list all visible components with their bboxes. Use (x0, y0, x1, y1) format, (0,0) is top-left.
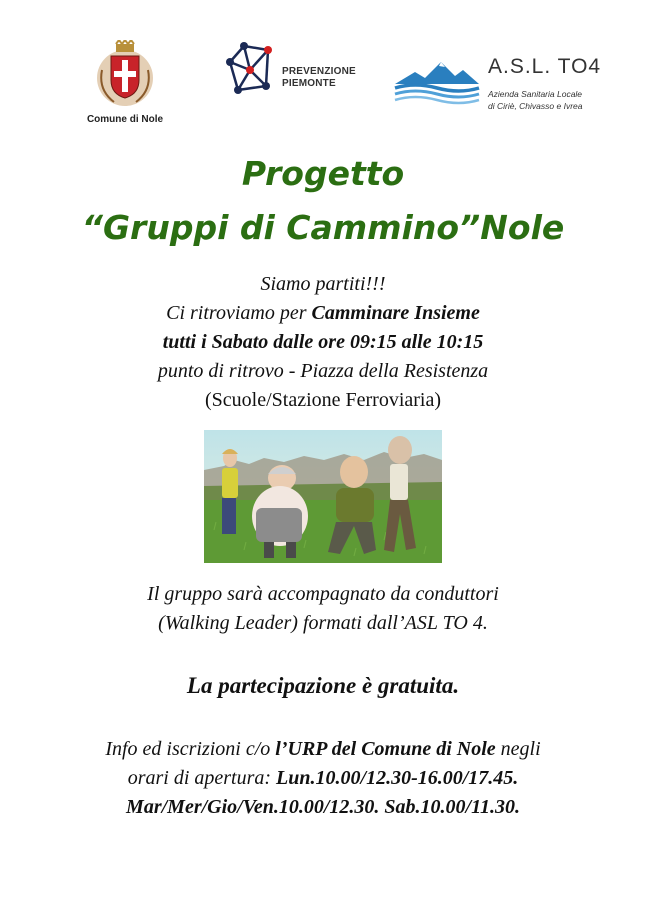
comune-caption: Comune di Nole (86, 114, 164, 125)
leaders-line2: (Walking Leader) formati dall’ASL TO 4. (158, 612, 488, 634)
prevenzione-piemonte-logo (220, 40, 370, 100)
asl-subtitle (488, 88, 582, 112)
comune-crest-icon (94, 40, 156, 110)
info-text (0, 735, 646, 822)
prevenzione-text (282, 66, 356, 90)
asl-to4-logo (393, 50, 623, 120)
info-line1-post: negli (495, 738, 541, 760)
network-icon (220, 40, 280, 100)
intro-line2-bold: Camminare Insieme (311, 302, 480, 324)
header-logos (0, 0, 646, 140)
info-line2-pre: orari di apertura: (127, 767, 277, 789)
leaders-text (0, 580, 646, 638)
free-participation: La partecipazione è gratuita. (186, 673, 460, 698)
prevenzione-line2: PIEMONTE (282, 78, 336, 89)
leaders-line1: Il gruppo sarà accompagnato da conduttori (147, 583, 499, 605)
intro-line2 (0, 299, 646, 328)
walkers-cartoon-icon (204, 430, 442, 563)
comune-logo (80, 40, 170, 125)
info-line2-bold: Lun.10.00/12.30-16.00/17.45. (276, 767, 519, 789)
walking-group-illustration (204, 430, 442, 563)
mountains-waves-icon (393, 56, 483, 106)
info-line3: Mar/Mer/Gio/Ven.10.00/12.30. Sab.10.00/11.30. (126, 796, 520, 818)
info-line1 (0, 735, 646, 764)
asl-sub-line2: di Ciriè, Chivasso e Ivrea (488, 101, 583, 111)
intro-line5: (Scuole/Stazione Ferroviaria) (204, 389, 442, 411)
asl-title: A.S.L. TO4 (488, 55, 602, 78)
prevenzione-line1: PREVENZIONE (282, 66, 356, 77)
intro-line3: tutti i Sabato dalle ore 09:15 alle 10:15 (162, 331, 484, 353)
intro-line2-pre: Ci ritroviamo per (166, 302, 312, 324)
title-line1: Progetto (241, 154, 405, 193)
intro-text (0, 270, 646, 415)
info-line1-pre: Info ed iscrizioni c/o (105, 738, 276, 760)
title-line2: “Gruppi di Cammino”Nole (81, 208, 565, 247)
intro-line1: Siamo partiti!!! (260, 273, 386, 295)
info-line2 (0, 764, 646, 793)
asl-sub-line1: Azienda Sanitaria Locale (488, 89, 583, 99)
intro-line4: punto di ritrovo - Piazza della Resistenza (157, 360, 489, 382)
info-line1-bold: l’URP del Comune di Nole (275, 738, 496, 760)
